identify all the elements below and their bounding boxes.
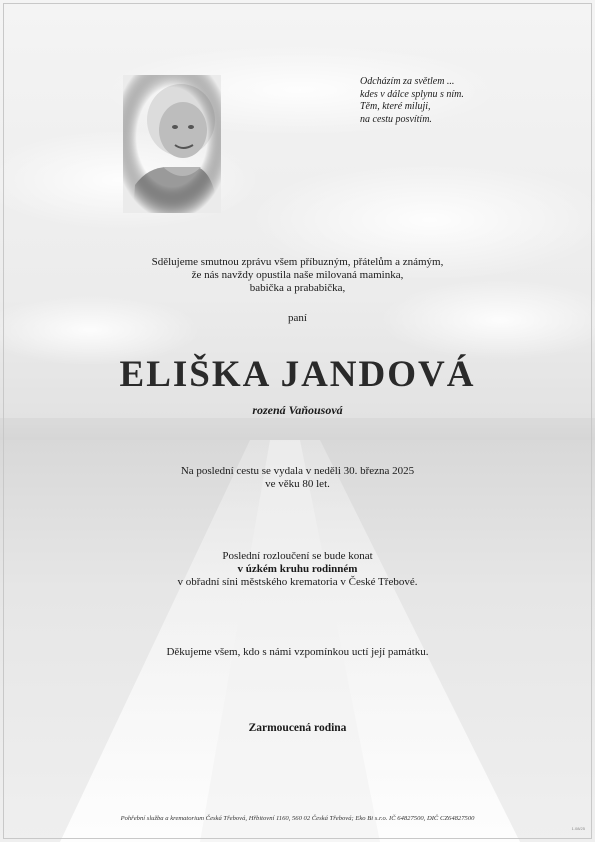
farewell-line: v obřadní síni městského krematoria v České Třebové. bbox=[177, 576, 418, 588]
deceased-name: ELIŠKA JANDOVÁ bbox=[119, 354, 476, 395]
poem-line: Těm, které miluji, bbox=[360, 101, 431, 112]
portrait-photo bbox=[123, 75, 221, 213]
thanks: Děkujeme všem, kdo s námi vzpomínkou uctí její památku. bbox=[166, 646, 429, 658]
pani-label: paní bbox=[288, 312, 307, 324]
announcement bbox=[0, 256, 595, 295]
announcement-line: Sdělujeme smutnou zprávu všem příbuzným, přátelům a známým, bbox=[151, 256, 444, 268]
farewell-info bbox=[0, 550, 595, 589]
announcement-line: babička a prababička, bbox=[249, 282, 346, 294]
death-info bbox=[0, 465, 595, 491]
page-border bbox=[3, 3, 592, 839]
death-line: Na poslední cestu se vydala v neděli 30. března 2025 bbox=[180, 465, 415, 477]
poem-line: na cestu posvítím. bbox=[360, 113, 432, 125]
funeral-service-footer: Pohřební služba a krematorium Česká Třebová, Hřbitovní 1160, 560 02 Česká Třebová; Eko Bi s.r.o. IČ 64827500, DIČ CZ64827500 bbox=[120, 815, 475, 822]
poem-line: Odcházím za světlem ... bbox=[360, 76, 455, 87]
poem bbox=[360, 76, 464, 126]
death-line: ve věku 80 let. bbox=[265, 478, 330, 490]
document-code: 1.08/25 bbox=[571, 826, 585, 831]
farewell-line: Poslední rozloučení se bude konat bbox=[222, 550, 373, 562]
family-signature: Zarmoucená rodina bbox=[248, 722, 347, 734]
poem-line: kdes v dálce splynu s ním. bbox=[360, 88, 464, 100]
announcement-line: že nás navždy opustila naše milovaná maminka, bbox=[191, 269, 404, 281]
farewell-line-bold: v úzkém kruhu rodinném bbox=[237, 563, 358, 575]
maiden-name: rozená Vaňousová bbox=[252, 403, 343, 417]
